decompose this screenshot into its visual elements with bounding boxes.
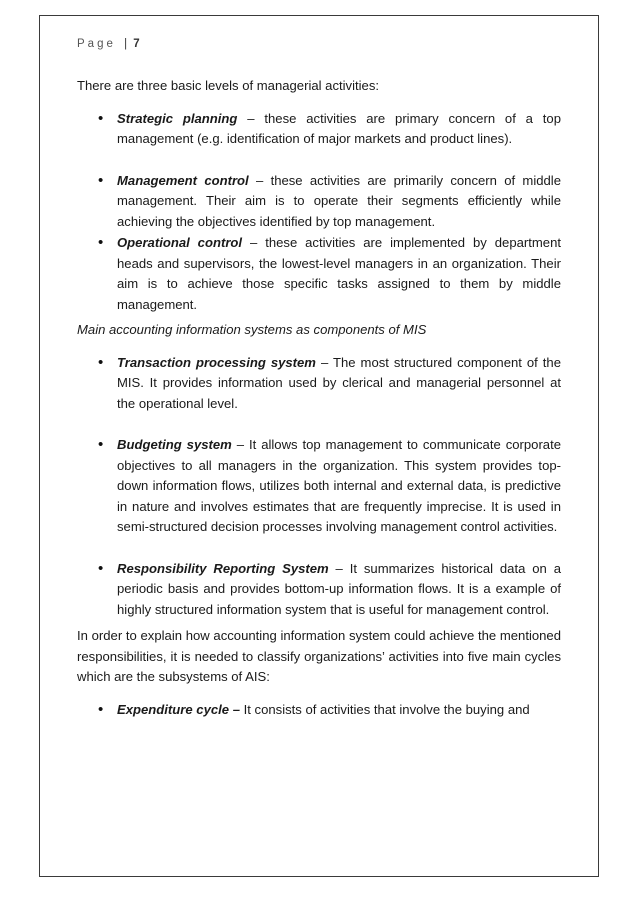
page-label: Page	[77, 38, 116, 50]
list-item-text: It consists of activities that involve the buying and	[243, 701, 530, 717]
list-item	[77, 700, 561, 721]
page-header	[77, 38, 140, 50]
list-item	[77, 353, 561, 415]
list-item-term: Expenditure cycle	[117, 701, 230, 717]
intro-text: There are three basic levels of managerial activities:	[77, 78, 380, 93]
list-item-term: Operational control	[117, 235, 243, 250]
list-item-term: Strategic planning	[117, 110, 238, 126]
list-item-text: – these activities are implemented by department heads and supervisors, the lowest-level managers in an organization. Their aim is to achieve those specific tasks assigned to them by middle management.	[117, 235, 561, 312]
list-item-dash: –	[229, 701, 244, 717]
page-number: 7	[133, 38, 140, 50]
list-item-text: – It summarizes historical data on a periodic basis and provides bottom-up information flows. It is a example of highly structured information system that is useful for management control.	[117, 560, 561, 617]
ais-cycles-list	[77, 700, 561, 721]
list-item-text: – these activities are primary concern of a top management (e.g. identification of major markets and product lines).	[117, 110, 562, 146]
list-item	[77, 559, 561, 621]
list-item	[77, 435, 561, 538]
document-body	[77, 76, 561, 720]
list-item-term: Management control	[117, 172, 249, 188]
list-item-term: Budgeting system	[117, 437, 232, 452]
list-item-text: – these activities are primarily concern of middle management. Their aim is to operate their segments efficiently while achieving the objectives identified by top management.	[117, 172, 561, 229]
ais-components-list	[77, 353, 561, 621]
body-paragraph: In order to explain how accounting information system could achieve the mentioned responsibilities, it is needed to classify organizations’ activities into five main cycles which are the subsystems of AIS:	[77, 628, 561, 684]
list-item-text: – It allows top management to communicate corporate objectives to all managers in the organization. This system provides top-down information flows, utilizes both internal and external data, is predictive in nature and involves estimates that are frequently imprecise. It is used in semi-structured decision processes involving management control activities.	[117, 437, 562, 534]
list-item	[77, 233, 561, 315]
managerial-levels-list	[77, 109, 561, 316]
list-item-text: – The most structured component of the MIS. It provides information used by clerical and managerial personnel at the operational level.	[117, 354, 561, 411]
list-item-term: Responsibility Reporting System	[117, 560, 329, 576]
list-item	[77, 171, 561, 233]
section-title: Main accounting information systems as components of MIS	[77, 322, 427, 337]
page-separator: |	[124, 38, 128, 50]
list-item-term: Transaction processing system	[117, 354, 316, 370]
list-item	[77, 109, 561, 150]
